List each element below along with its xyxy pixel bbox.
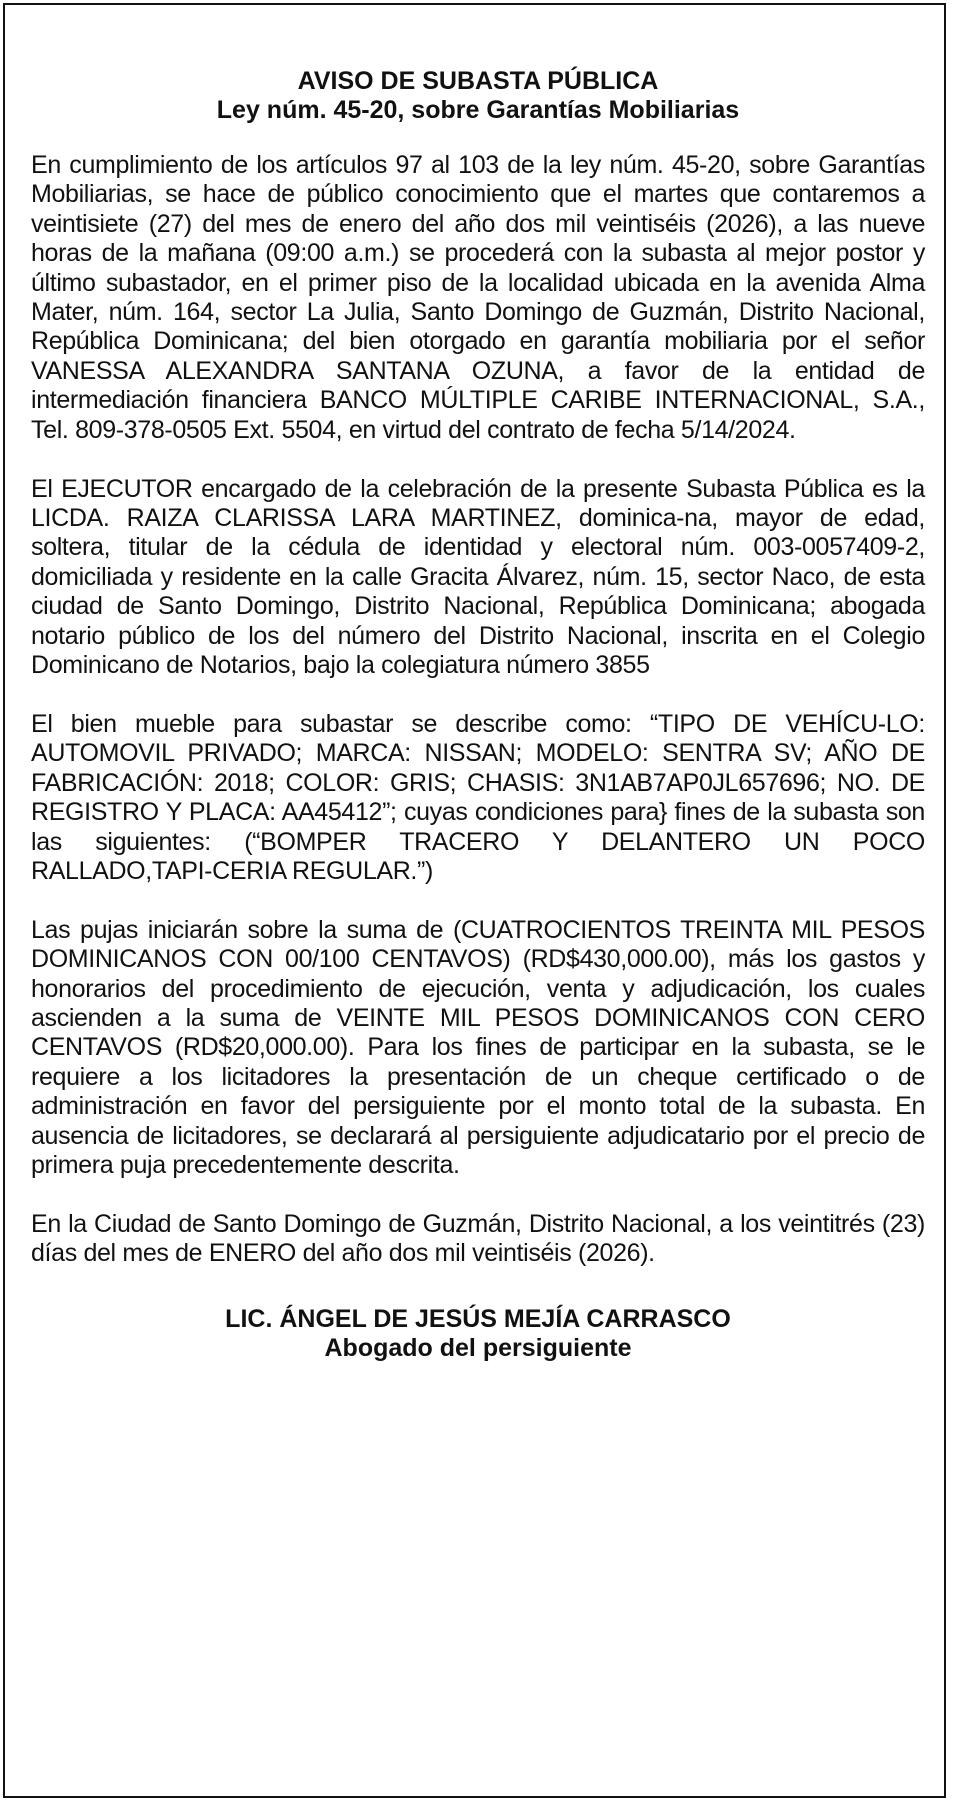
paragraph-bidding-terms: Las pujas iniciarán sobre la suma de (CUATROCIENTOS TREINTA MIL PESOS DOMINICANOS CON 00/100 CENTAVOS) (RD$430,000.00), más los gastos y honorarios del procedimiento de ejecución, venta y adjudicación, los cuales ascienden a la suma de VEINTE MIL PESOS DOMINICANOS CON CERO CENTAVOS (RD$20,000.00). Para los fines de participar en la subasta, se le requiere a los licitadores la presentación de un cheque certificado o de administración en favor del persiguiente por el monto total de la subasta. En ausencia de licitadores, se declarará al persiguiente adjudicatario por el precio de primera puja precedentemente descrita.	[31, 915, 925, 1180]
notice-title: AVISO DE SUBASTA PÚBLICA	[297, 67, 659, 95]
signature-name: LIC. ÁNGEL DE JESÚS MEJÍA CARRASCO	[225, 1304, 731, 1333]
notice-header	[31, 67, 925, 125]
signature-role: Abogado del persiguiente	[324, 1333, 632, 1362]
auction-notice	[31, 67, 925, 1363]
paragraph-executor: El EJECUTOR encargado de la celebración de la presente Subasta Pública es la LICDA. RAIZA CLARISSA LARA MARTINEZ, dominica-na, mayor de edad, soltera, titular de la cédula de identidad y electoral núm. 003-0057409-2, domiciliada y residente en la calle Gracita Álvarez, núm. 15, sector Naco, de esta ciudad de Santo Domingo, Distrito Nacional, República Dominicana; abogada notario público de los del número del Distrito Nacional, inscrita en el Colegio Dominicano de Notarios, bajo la colegiatura número 3855	[31, 474, 925, 679]
notice-subtitle: Ley núm. 45-20, sobre Garantías Mobiliarias	[216, 96, 740, 124]
paragraph-place-date: En la Ciudad de Santo Domingo de Guzmán, Distrito Nacional, a los veintitrés (23) días del mes de ENERO del año dos mil veintiséis (2026).	[31, 1210, 925, 1268]
signature-block	[31, 1305, 925, 1363]
paragraph-vehicle-description: El bien mueble para subastar se describe como: “TIPO DE VEHÍCU-LO: AUTOMOVIL PRIVADO; MARCA: NISSAN; MODELO: SENTRA SV; AÑO DE FABRICACIÓN: 2018; COLOR: GRIS; CHASIS: 3N1AB7AP0JL657696; NO. DE REGISTRO Y PLACA: AA45412”; cuyas condiciones para} fines de la subasta son las siguientes: (“BOMPER TRACERO Y DELANTERO UN POCO RALLADO,TAPI-CERIA REGULAR.”)	[31, 709, 925, 885]
paragraph-auction-details: En cumplimiento de los artículos 97 al 103 de la ley núm. 45-20, sobre Garantías Mobiliarias, se hace de público conocimiento que el martes que contaremos a veintisiete (27) del mes de enero del año dos mil veintiséis (2026), a las nueve horas de la mañana (09:00 a.m.) se procederá con la subasta al mejor postor y último subastador, en el primer piso de la localidad ubicada en la avenida Alma Mater, núm. 164, sector La Julia, Santo Domingo de Guzmán, Distrito Nacional, República Dominicana; del bien otorgado en garantía mobiliaria por el señor VANESSA ALEXANDRA SANTANA OZUNA, a favor de la entidad de intermediación financiera BANCO MÚLTIPLE CARIBE INTERNACIONAL, S.A., Tel. 809-378-0505 Ext. 5504, en virtud del contrato de fecha 5/14/2024.	[31, 151, 925, 444]
